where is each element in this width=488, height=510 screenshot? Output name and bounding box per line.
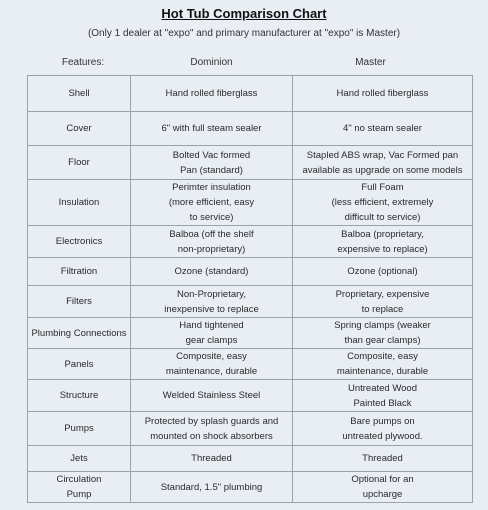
comparison-table	[27, 75, 473, 503]
feature-cell	[28, 226, 131, 258]
master-cell-line: Balboa (proprietary,	[341, 228, 424, 240]
dominion-cell	[131, 146, 293, 180]
page-title: Hot Tub Comparison Chart	[161, 6, 327, 21]
feature-cell-line: Pumps	[64, 423, 94, 434]
master-cell-line: Stapled ABS wrap, Vac Formed pan	[306, 149, 459, 161]
dominion-cell-line: 6" with full steam sealer	[161, 123, 262, 134]
table-row	[28, 472, 473, 503]
dominion-cell	[131, 112, 293, 146]
master-cell-line: to replace	[361, 303, 404, 315]
feature-cell-line: Pump	[66, 489, 92, 500]
master-cell	[293, 349, 473, 380]
master-cell-line: Ozone (optional)	[347, 266, 418, 277]
feature-cell-line: Structure	[59, 390, 99, 401]
master-cell	[293, 258, 473, 286]
feature-cell-line: Insulation	[58, 197, 100, 208]
dominion-cell	[131, 380, 293, 412]
feature-cell-line: Circulation	[56, 474, 102, 485]
dominion-cell-line: Non-Proprietary,	[177, 288, 246, 300]
dominion-cell	[131, 286, 293, 318]
table-row	[28, 112, 473, 146]
master-cell-line: Untreated Wood	[347, 382, 417, 394]
dominion-cell-line: (more efficient, easy	[168, 197, 255, 208]
dominion-cell-line: gear clamps	[185, 335, 238, 346]
table-row	[28, 446, 473, 472]
table-row	[28, 226, 473, 258]
feature-cell-line: Shell	[68, 88, 90, 99]
feature-cell	[28, 112, 131, 146]
feature-cell	[28, 286, 131, 318]
feature-cell	[28, 349, 131, 380]
feature-cell-line: Filters	[66, 296, 92, 307]
dominion-cell-line: Hand rolled fiberglass	[165, 88, 258, 99]
master-cell-line: Painted Black	[353, 397, 412, 409]
dominion-cell	[131, 76, 293, 112]
master-cell-line: Hand rolled fiberglass	[336, 88, 429, 99]
feature-cell-line: Electronics	[55, 236, 103, 247]
master-cell-line: expensive to replace)	[337, 243, 428, 255]
master-cell	[293, 286, 473, 318]
dominion-cell-line: inexpensive to replace	[164, 303, 259, 315]
table-row	[28, 286, 473, 318]
master-cell	[293, 76, 473, 112]
dominion-cell	[131, 226, 293, 258]
dominion-cell	[131, 446, 293, 472]
table-row	[28, 180, 473, 226]
master-cell-line: Optional for an	[351, 474, 414, 485]
dominion-cell-line: Bolted Vac formed	[172, 149, 251, 161]
column-header-features: Features:	[61, 57, 105, 68]
dominion-cell-line: non-proprietary)	[177, 243, 246, 255]
master-cell	[293, 112, 473, 146]
feature-cell	[28, 380, 131, 412]
page-subtitle: (Only 1 dealer at "expo" and primary manufacturer at "expo" is Master)	[87, 28, 401, 39]
master-cell-line: untreated plywood.	[342, 430, 423, 442]
master-cell-line: upcharge	[362, 489, 403, 500]
table-row	[28, 380, 473, 412]
table-row	[28, 349, 473, 380]
master-cell	[293, 380, 473, 412]
master-cell-line: (less efficient, extremely	[331, 197, 434, 208]
dominion-cell	[131, 472, 293, 503]
dominion-cell-line: Standard, 1.5" plumbing	[160, 481, 263, 493]
table-row	[28, 76, 473, 112]
master-cell	[293, 472, 473, 503]
feature-cell-line: Plumbing Connections	[31, 327, 127, 339]
dominion-cell-line: Hand tightened	[179, 320, 244, 331]
feature-cell	[28, 180, 131, 226]
master-cell	[293, 226, 473, 258]
master-cell	[293, 412, 473, 446]
master-cell	[293, 318, 473, 349]
master-cell	[293, 180, 473, 226]
feature-cell	[28, 318, 131, 349]
feature-cell	[28, 258, 131, 286]
feature-cell-line: Jets	[70, 453, 88, 464]
dominion-cell-line: to service)	[189, 212, 234, 223]
feature-cell	[28, 146, 131, 180]
dominion-cell-line: Welded Stainless Steel	[162, 390, 261, 401]
table-row	[28, 146, 473, 180]
dominion-cell	[131, 349, 293, 380]
master-cell	[293, 446, 473, 472]
dominion-cell-line: maintenance, durable	[165, 366, 258, 377]
dominion-cell-line: Perimter insulation	[172, 182, 251, 193]
master-cell	[293, 146, 473, 180]
table-row	[28, 258, 473, 286]
master-cell-line: Composite, easy	[347, 351, 418, 362]
table-row	[28, 412, 473, 446]
dominion-cell	[131, 412, 293, 446]
feature-cell-line: Cover	[66, 123, 92, 134]
dominion-cell-line: Composite, easy	[176, 351, 247, 362]
dominion-cell-line: Balboa (off the shelf	[169, 228, 254, 240]
master-cell-line: Threaded	[362, 453, 403, 464]
dominion-cell-line: Threaded	[191, 453, 232, 464]
dominion-cell-line: Ozone (standard)	[174, 266, 249, 277]
feature-cell-line: Filtration	[60, 266, 98, 277]
feature-cell-line: Floor	[68, 157, 90, 168]
feature-cell	[28, 412, 131, 446]
master-cell-line: difficult to service)	[344, 212, 421, 223]
comparison-table-body	[28, 76, 473, 503]
column-header-master: Master	[355, 57, 386, 68]
feature-cell-line: Panels	[64, 358, 94, 370]
dominion-cell-line: mounted on shock absorbers	[150, 430, 273, 442]
master-cell-line: Bare pumps on	[350, 415, 415, 427]
master-cell-line: Spring clamps (weaker	[334, 320, 431, 331]
feature-cell	[28, 472, 131, 503]
dominion-cell-line: Pan (standard)	[180, 164, 243, 176]
column-header-dominion: Dominion	[190, 57, 233, 68]
master-cell-line: Full Foam	[361, 182, 404, 193]
feature-cell	[28, 76, 131, 112]
feature-cell	[28, 446, 131, 472]
dominion-cell	[131, 258, 293, 286]
dominion-cell	[131, 318, 293, 349]
master-cell-line: than gear clamps)	[344, 335, 421, 346]
master-cell-line: maintenance, durable	[336, 366, 429, 377]
table-row	[28, 318, 473, 349]
master-cell-line: Proprietary, expensive	[335, 288, 430, 300]
dominion-cell	[131, 180, 293, 226]
master-cell-line: 4" no steam sealer	[343, 123, 422, 134]
master-cell-line: available as upgrade on some models	[302, 164, 463, 176]
dominion-cell-line: Protected by splash guards and	[144, 415, 279, 427]
